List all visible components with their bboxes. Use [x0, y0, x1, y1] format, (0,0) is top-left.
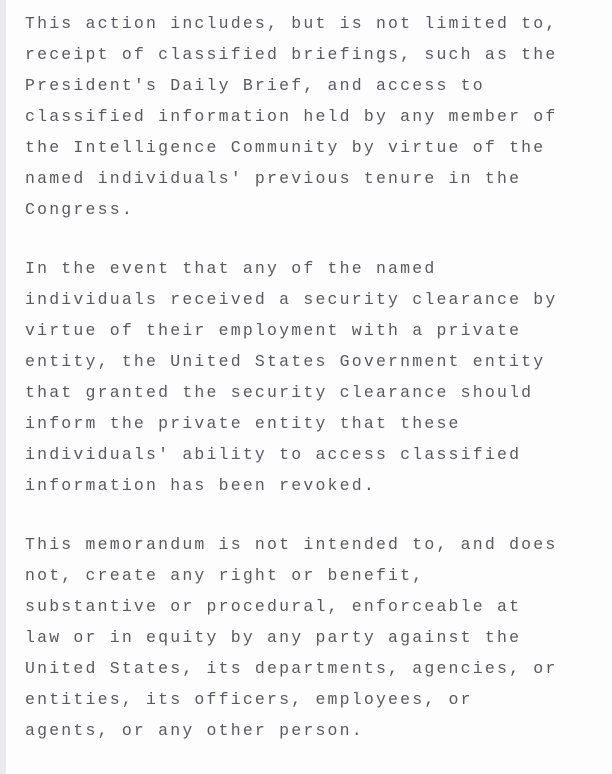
text-line: individuals received a security clearance by: [25, 290, 558, 309]
text-line: This memorandum is not intended to, and does: [25, 535, 558, 554]
text-line: Congress.: [25, 200, 134, 219]
text-line: virtue of their employment with a private: [25, 321, 522, 340]
text-line: that granted the security clearance should: [25, 383, 534, 402]
text-line: the Intelligence Community by virtue of the: [25, 138, 546, 157]
paragraph-1: [25, 8, 600, 225]
text-line: In the event that any of the named: [25, 259, 437, 278]
text-line: United States, its departments, agencies, or: [25, 659, 558, 678]
paragraph-3: [25, 529, 600, 746]
document-text: [25, 8, 600, 774]
text-line: not, create any right or benefit,: [25, 566, 425, 585]
text-line: entities, its officers, employees, or: [25, 690, 473, 709]
text-line: receipt of classified briefings, such as the: [25, 45, 558, 64]
text-line: classified information held by any member of: [25, 107, 558, 126]
text-line: This action includes, but is not limited to,: [25, 14, 558, 33]
text-line: agents, or any other person.: [25, 721, 364, 740]
text-line: President's Daily Brief, and access to: [25, 76, 485, 95]
paragraph-2: [25, 253, 600, 501]
text-line: law or in equity by any party against the: [25, 628, 522, 647]
text-line: named individuals' previous tenure in the: [25, 169, 522, 188]
text-line: inform the private entity that these: [25, 414, 461, 433]
text-line: individuals' ability to access classified: [25, 445, 522, 464]
text-line: information has been revoked.: [25, 476, 376, 495]
text-line: entity, the United States Government entity: [25, 352, 546, 371]
text-line: substantive or procedural, enforceable at: [25, 597, 522, 616]
page-edge-strip: [0, 0, 6, 774]
